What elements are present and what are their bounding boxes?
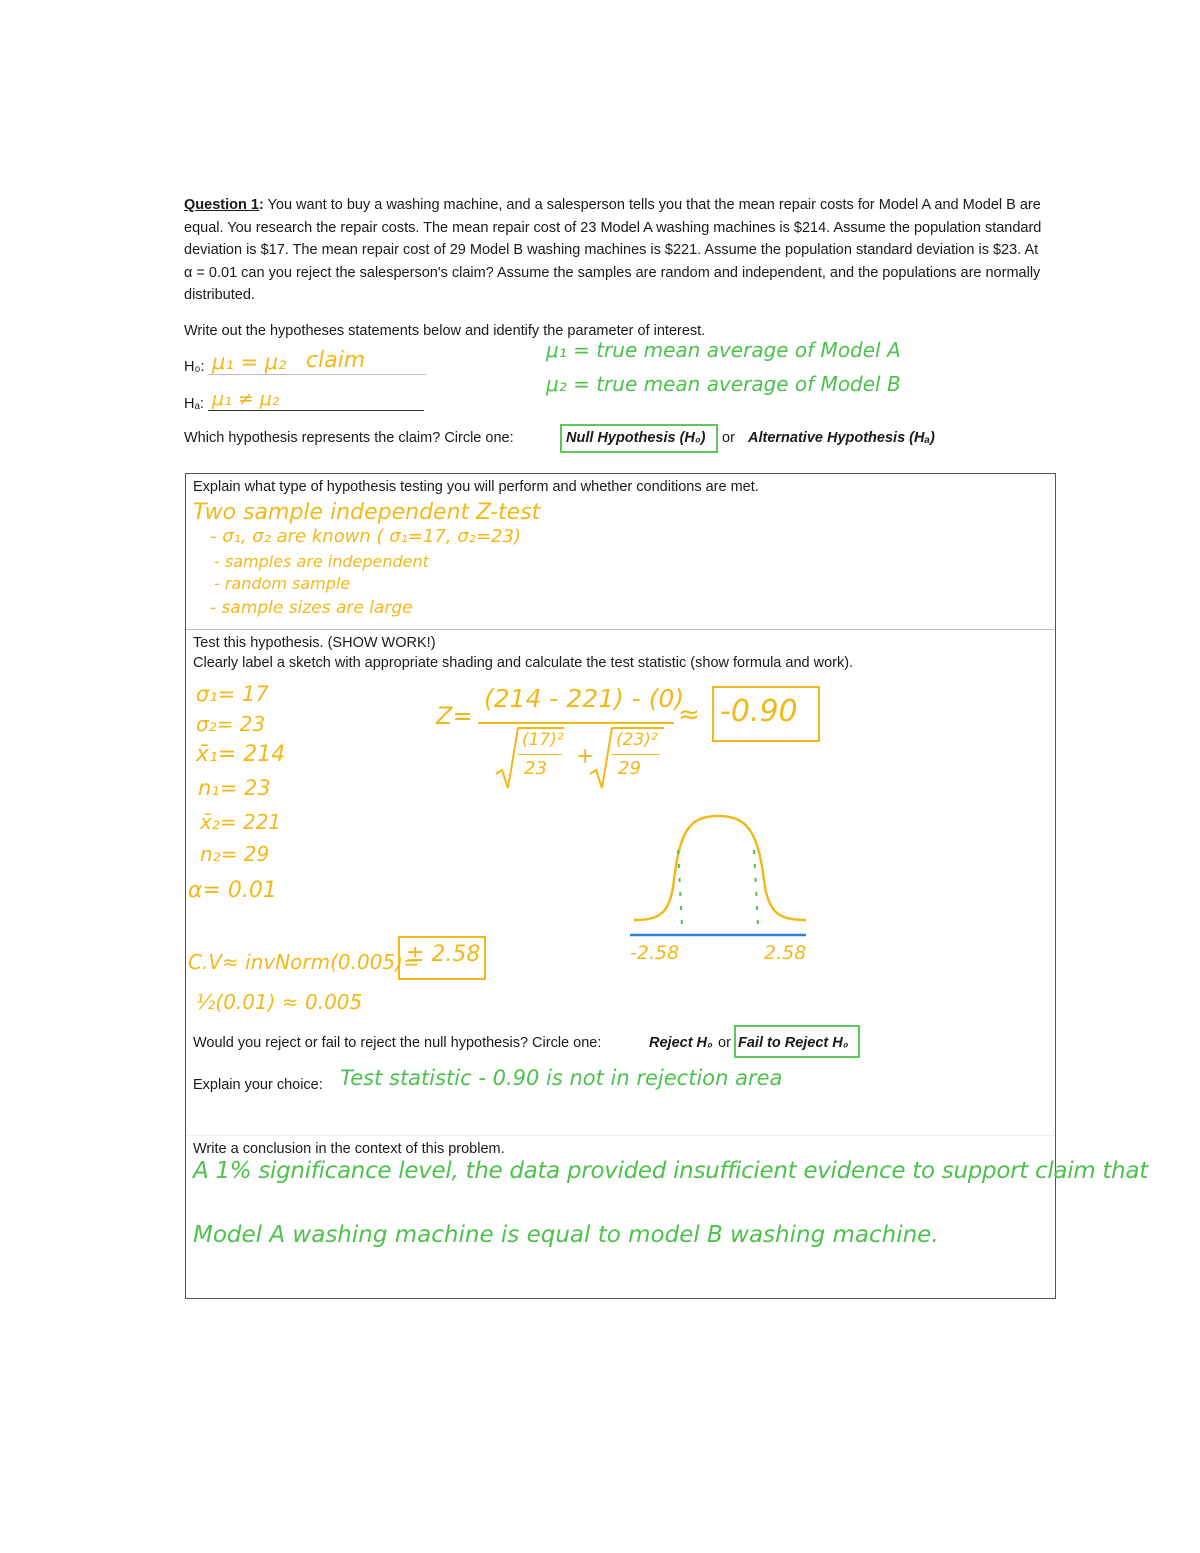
claim-prompt: Which hypothesis represents the claim? Circle one: [184, 430, 514, 446]
right-critical-value: 2.58 [764, 942, 807, 964]
section-divider-2 [186, 1135, 1054, 1136]
given-xbar1: x̄₁= 214 [196, 742, 286, 767]
conclusion-line-1: A 1% significance level, the data provided insufficient evidence to support claim that [193, 1158, 1148, 1184]
parameter-mu1: μ₁ = true mean average of Model A [546, 338, 901, 362]
den-2-bar [612, 754, 660, 755]
den-plus: + [576, 744, 595, 769]
condition-4: - sample sizes are large [210, 598, 413, 618]
left-critical-value: -2.58 [630, 942, 680, 964]
ha-label: Hₐ: [184, 396, 204, 412]
test-type-prompt: Explain what type of hypothesis testing you will perform and whether conditions are met. [193, 479, 759, 495]
normal-curve [634, 816, 806, 920]
h0-underline [208, 374, 426, 375]
section-divider-1 [186, 629, 1054, 630]
question-text: You want to buy a washing machine, and a salesperson tells you that the mean repair costs for Model A and Model B are equal. You research the repair costs. The mean repair cost of 23 Model A washing machines is $214. Assume the population standard deviation is $17. The mean repair cost of 29 Model B washing machines is $221. Assume the population standard deviation is $23. At α = 0.01 can you reject the salesperson's claim? Assume the samples are random and independent, and the populations are normally distributed. [184, 197, 1042, 303]
den-1-top: (17)² [522, 730, 564, 750]
option-reject: Reject H₀ [649, 1035, 713, 1051]
question-label: Question 1 [184, 197, 259, 213]
right-critical-line [754, 850, 758, 926]
given-n1: n₁= 23 [198, 776, 271, 800]
condition-2: - samples are independent [214, 552, 429, 571]
h0-answer: μ₁ = μ₂ [212, 350, 287, 374]
work-prompt-1: Test this hypothesis. (SHOW WORK!) [193, 635, 436, 651]
cv-label: C.V≈ invNorm(0.005)= [188, 950, 420, 974]
work-prompt-2: Clearly label a sketch with appropriate shading and calculate the test statistic (show formula and work). [193, 655, 854, 671]
approx-sign: ≈ [678, 700, 700, 730]
den-1-bot: 23 [524, 758, 547, 779]
cv-value: ± 2.58 [406, 942, 481, 967]
given-n2: n₂= 29 [200, 842, 270, 866]
z-numerator: (214 - 221) - (0) [484, 684, 685, 713]
option-alternative-hypothesis: Alternative Hypothesis (Hₐ) [748, 430, 935, 446]
condition-1: - σ₁, σ₂ are known ( σ₁=17, σ₂=23) [210, 526, 521, 547]
given-sigma2: σ₂= 23 [196, 712, 266, 736]
explain-label: Explain your choice: [193, 1077, 323, 1093]
conclusion-prompt: Write a conclusion in the context of this problem. [193, 1141, 505, 1157]
den-2-bot: 29 [618, 758, 641, 779]
explain-text: Test statistic - 0.90 is not in rejection area [340, 1066, 783, 1090]
question-paragraph [184, 194, 1044, 307]
alpha-half: ½(0.01) ≈ 0.005 [196, 990, 363, 1014]
test-type-answer: Two sample independent Z-test [193, 500, 541, 525]
left-critical-line [678, 850, 682, 926]
option-null-hypothesis: Null Hypothesis (H₀) [566, 430, 706, 446]
h0-claim-note: claim [306, 348, 366, 373]
normal-curve-sketch [630, 810, 810, 940]
ha-underline [208, 410, 424, 411]
den-2-top: (23)² [616, 730, 658, 750]
given-sigma1: σ₁= 17 [196, 682, 269, 706]
parameter-mu2: μ₂ = true mean average of Model B [546, 372, 901, 396]
question-colon: : [258, 197, 264, 213]
hypotheses-prompt: Write out the hypotheses statements below and identify the parameter of interest. [184, 323, 706, 339]
conclusion-line-2: Model A washing machine is equal to model B washing machine. [193, 1222, 939, 1248]
option-fail-to-reject: Fail to Reject H₀ [738, 1035, 849, 1051]
given-xbar2: x̄₂= 221 [200, 810, 282, 834]
option-or: or [722, 430, 735, 446]
z-value: -0.90 [720, 694, 798, 729]
ha-answer: μ₁ ≠ μ₂ [212, 388, 280, 410]
h0-label: H₀: [184, 359, 205, 375]
decision-prompt: Would you reject or fail to reject the null hypothesis? Circle one: [193, 1035, 602, 1051]
condition-3: - random sample [214, 574, 351, 593]
den-1-bar [518, 754, 562, 755]
decision-or: or [718, 1035, 731, 1051]
given-alpha: α= 0.01 [188, 878, 277, 903]
z-label: Z= [436, 702, 473, 730]
